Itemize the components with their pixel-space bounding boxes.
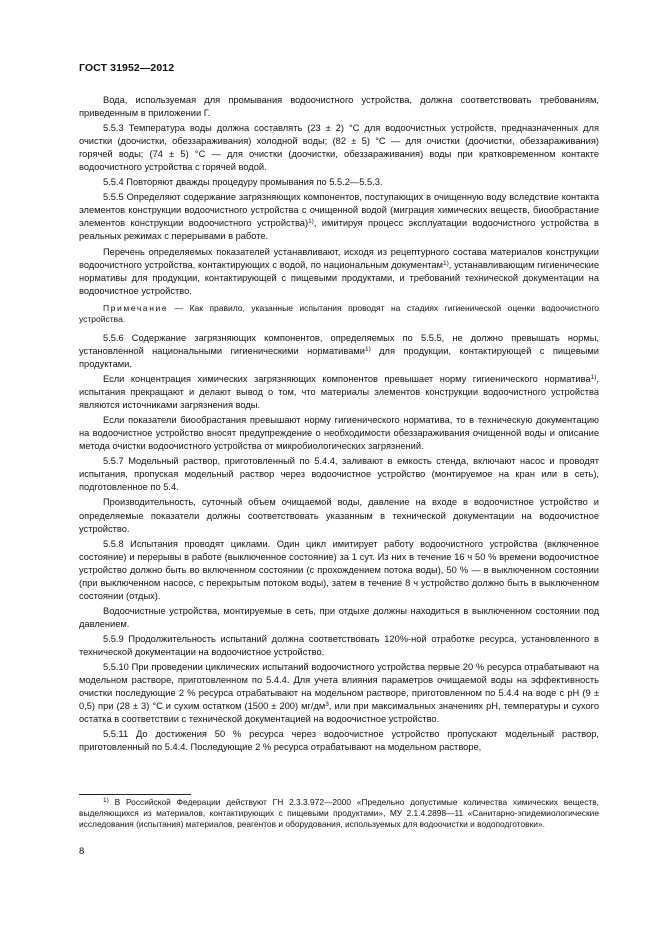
paragraph [79,191,599,243]
paragraph-text: Перечень определяемых показателей устанавливают, исходя из рецептурного состава материалов конструкции водоочистного устройства, контактирующих с водой, по национальным документам [79,246,599,270]
footnote-ref: 1) [308,218,314,226]
paragraph: Производительность, суточный объем очищаемой воды, давление на входе в водоочистное устройство и определяемые показатели должны соответствовать указанным в технической документации на водоочистное устройство. [79,497,599,534]
document-code: ГОСТ 31952—2012 [79,62,175,74]
paragraph: Вода, используемая для промывания водоочистного устройства, должна соответствовать требованиям, приведенным в приложении Г. [79,95,599,119]
paragraph [79,373,599,412]
paragraph [79,246,599,298]
paragraph: 5.5.8 Испытания проводят циклами. Один цикл имитирует работу водоочистного устройства (включенное состояние) и перерывы в работе (выключенное состояние) за 1 сут. Из них в течение 16 ч 50 % времени водоочистное устройство должно быть во включенном состоянии (с прохождением потока воды), 50 % — в выключенном состоянии (при выключенном насосе, с перекрытым потоком воды), затем в течение 8 ч устройство должно быть в выключенном состоянии (отдых). [79,538,599,601]
paragraph-text: 5.5.5 Определяют содержание загрязняющих компонентов, поступающих в очищенную воду вследствие контакта элементов конструкции водоочистного устройства с очищенной водой (миграция химических веществ, биообрастание элементов конструкции водоочистного устройства) [79,192,599,229]
superscript-cube: 3 [325,701,329,709]
paragraph: 5.5.4 Повторяют дважды процедуру промывания по 5.5.2—5.5.3. [103,177,383,188]
paragraph-text: Если концентрация химических загрязняющих компонентов превышает норму гигиенического норматива [103,374,591,385]
paragraph-text: , испытания прекращают и делают вывод о том, что материалы элементов конструкции водоочистного устройства являются источниками загрязнения воды. [79,374,599,411]
footnote-ref: 1) [364,345,371,353]
footnote-text: В Российской Федерации действуют ГН 2.3.3.972—2000 «Предельно допустимые количества химических веществ, выделяющихся из материалов, контактирующих с пищевыми продуктами», МУ 2.1.4.2898—11 «Санитарно-эпидемиологические исследования (испытания) материалов, реагентов и оборудования, используемых для водоочистки и водоподготовки». [79,797,599,830]
footnote-mark: 1) [103,797,109,804]
note-label: Примечание [103,302,169,313]
paragraph: 5.5.3 Температура воды должна составлять (23 ± 2) °С для водоочистных устройств, предназначенных для очистки (доочистки, обеззараживания) холодной воды; (82 ± 5) °С — для очистки (доочистки, обеззараживания) горячей воды; (74 ± 5) °С — для очистки (доочистки, обеззараживания) воды при кратковременном контакте водоочистного устройства с горячей водой. [79,123,599,173]
note-text: — Как правило, указанные испытания проводят на стадиях гигиенической оценки водоочистного устройства. [79,302,599,325]
paragraph: Водоочистные устройства, монтируемые в сеть, при отдыхе должны находиться в выключенном состоянии под давлением. [79,605,599,629]
footnote-ref: 1) [590,374,597,382]
paragraph-text: , имитируя процесс эксплуатации водоочистного устройства в реальных режимах с перерывами в работе. [79,218,599,242]
paragraph-text: 5.5.6 Содержание загрязняющих компонентов, определяемых по 5.5.5, не должно превышать нормы, установленной национальными гигиеническими нормативами [79,332,599,356]
paragraph [79,332,599,371]
paragraph-text: 5.5.10 При проведении циклических испытаний водоочистного устройства первые 20 % ресурса отрабатывают на модельном растворе, приготовленном по 5.4.4. Для учета влияния параметров очищаемой воды на эффективность очистки последующие 2 % ресурса отрабатывают на модельном растворе, приготовленном по 5.4.4 на воде с рН (9 ± 0,5) при (28 ± 3) °С и сухим остатком (1500 ± 200) мг/дм [79,662,599,712]
paragraph [79,661,599,726]
paragraph-text: , устанавливающим гигиенические нормативы для продукции, контактирующей с пищевыми продуктами, и требований технической документации на водоочистное устройство. [79,259,599,296]
paragraph: 5.5.7 Модельный раствор, приготовленный по 5.4.4, заливают в емкость стенда, включают насос и проводят испытания, пропуская модельный раствор через водоочистное устройство (монтируемое на кран или в сеть), подготовленное по 5.4. [79,456,599,493]
footnote-divider [79,794,191,795]
document-body [79,94,599,756]
footnote [79,797,599,830]
paragraph-text: для продукции, контактирующей с пищевыми продуктами. [79,345,599,369]
paragraph: 5.5.9 Продолжительность испытаний должна соответствовать 120%-ной отработке ресурса, установленного в технической документации на водоочистное устройство. [79,633,599,657]
paragraph: 5.5.11 До достижения 50 % ресурса через водоочистное устройство пропускают модельный раствор, приготовленный по 5.4.4. Последующие 2 % ресурса отрабатывают на модельном растворе, [79,729,599,753]
footnote-ref: 1) [442,259,449,267]
paragraph: Если показатели биообрастания превышают норму гигиенического норматива, то в техническую документацию на водоочистное устройство вносят предупреждение о необходимости обеззараживания очищенной воды и описание метода очистки водоочистного устройства от микробиологических загрязнений. [79,415,599,452]
page-number: 8 [79,846,85,857]
paragraph-text: , или при максимальных значениях рН, температуры и сухого остатка в соответствии с технической документацией на водоочистное устройство. [79,701,599,725]
note [79,303,599,326]
